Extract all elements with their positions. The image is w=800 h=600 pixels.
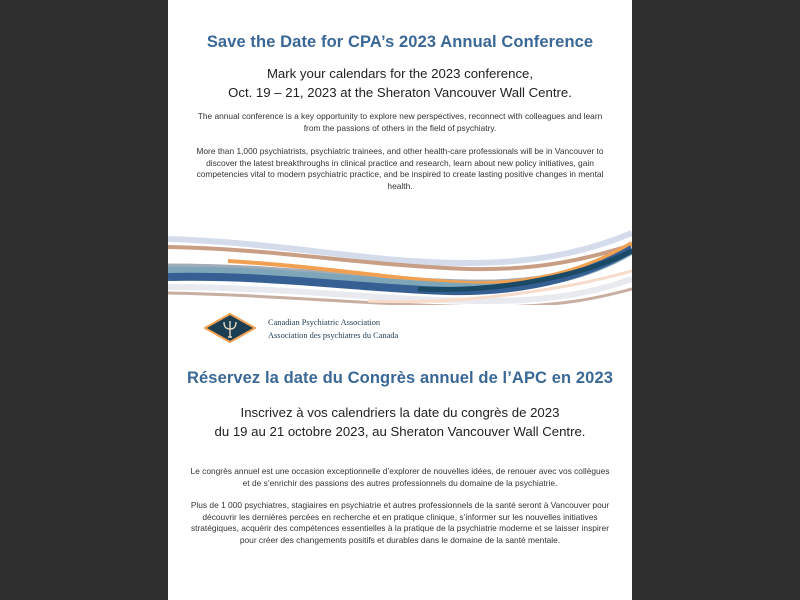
psi-diamond-icon: [204, 313, 256, 343]
english-subtitle-line1: Mark your calendars for the 2023 conference,: [266, 66, 534, 81]
organization-name-en: Canadian Psychiatric Association: [268, 318, 381, 327]
organization-name-fr: Association des psychiatres du Canada: [268, 331, 399, 340]
french-subtitle-line2: du 19 au 21 octobre 2023, au Sheraton Vancouver Wall Centre.: [214, 424, 586, 439]
french-title: Réservez la date du Congrès annuel de l’APC en 2023: [187, 369, 613, 387]
french-subtitle-line1: Inscrivez à vos calendriers la date du congrès de 2023: [240, 405, 560, 420]
french-paragraph-2: Plus de 1 000 psychiatres, stagiaires en psychiatrie et autres professionnels de la santé seront à Vancouver pour découvrir les dernières percées en recherche et en pratique clinique, s’informer sur les nouvelles initiatives stratégiques, acquérir des compétences essentielles à la pratique de la psychiatrie moderne et se laisser inspirer pour créer des changements positifs et durables dans le domaine de la santé mentale.: [190, 500, 610, 545]
decorative-waves: [168, 225, 632, 305]
french-subtitle: [168, 403, 632, 441]
english-subtitle: [168, 64, 632, 102]
english-subtitle-line2: Oct. 19 – 21, 2023 at the Sheraton Vancouver Wall Centre.: [228, 85, 572, 100]
organization-name: [268, 316, 398, 342]
french-paragraph-1: Le congrès annuel est une occasion exceptionnelle d’explorer de nouvelles idées, de renouer avec vos collègues et de s’enrichir des passions des autres professionnels du domaine de la psychiatrie.: [190, 466, 610, 488]
document-page: [168, 0, 632, 600]
english-paragraph-1: The annual conference is a key opportunity to explore new perspectives, reconnect with colleagues and learn from the passions of others in the field of psychiatry.: [197, 111, 603, 133]
english-title: Save the Date for CPA’s 2023 Annual Conference: [206, 33, 594, 51]
english-paragraph-2: More than 1,000 psychiatrists, psychiatric trainees, and other health-care professionals will be in Vancouver to discover the latest breakthroughs in clinical practice and research, learn about new policy initiatives, gain competencies vital to modern psychiatric practice, and be inspired to create lasting positive changes in mental health.: [196, 146, 604, 191]
